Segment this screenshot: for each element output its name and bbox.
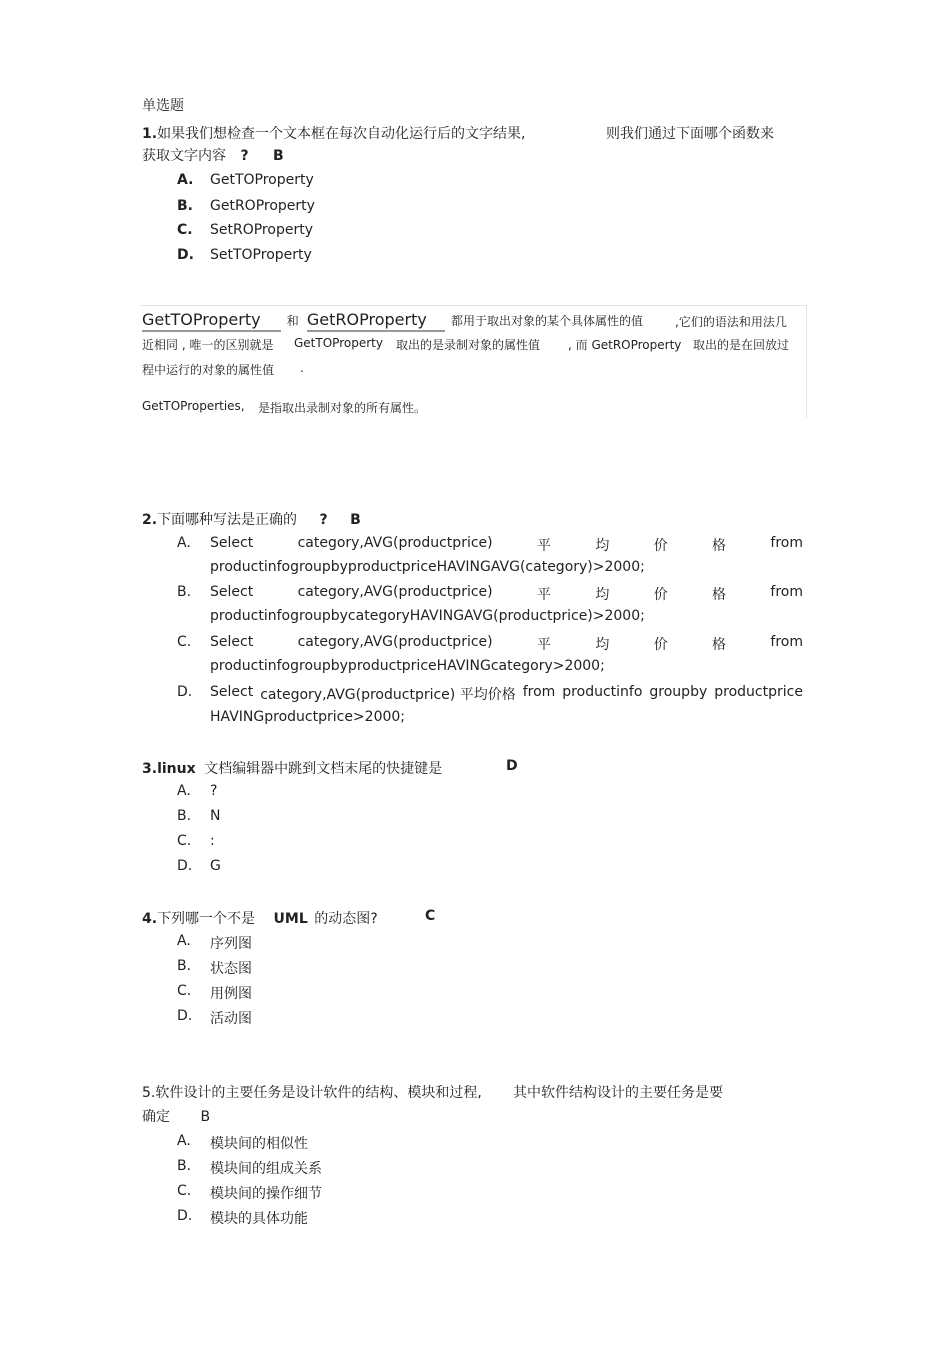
question-3-number: 3. [142,761,158,777]
question-4-text-b: 的动态图? [314,911,378,927]
q5-option-d-letter: D. [177,1208,193,1224]
q2-c-word: Select [210,634,254,650]
q2-c-word: from [770,634,803,650]
question-1-answer: B [273,148,284,164]
q4-option-b-letter: B. [177,958,192,974]
question-1-text-c: 获取文字内容 [142,148,226,164]
explanation-line-2b: GetTOProperty [294,336,383,350]
q2-option-a-row1 [210,535,803,555]
question-5-text-a: 5.软件设计的主要任务是设计软件的结构、模块和过程, [142,1085,482,1101]
q3-option-d-letter: D. [177,858,193,874]
question-1-line2 [142,145,284,165]
q4-option-b-text: 状态图 [210,961,252,977]
question-5-text-c: 确定 [142,1109,170,1125]
explanation-line-4b: 是指取出录制对象的所有属性。 [258,401,427,415]
q2-c-word: 平 [536,637,551,653]
q3-option-c-letter: C. [177,833,192,849]
q3-option-b-letter: B. [177,808,192,824]
q1-option-a-letter: A. [177,172,194,188]
q1-option-c-text: SetROProperty [210,222,313,238]
q2-b-word: 平 [536,587,551,603]
q2-d-word: productprice [714,684,803,700]
q5-option-b-text: 模块间的组成关系 [210,1161,322,1177]
q2-a-word: Select [210,535,254,551]
q3-option-b-text: N [210,808,221,824]
q2-d-word: Select [210,684,254,700]
q2-b-word: category,AVG(productprice) [297,584,493,600]
q2-d-word: groupby [649,684,708,700]
q5-option-c-text: 模块间的操作细节 [210,1186,322,1202]
q2-a-word: 平 [536,538,551,554]
q2-b-word: 价 [653,587,668,603]
question-1-line1 [142,123,526,143]
q4-option-a-letter: A. [177,933,191,949]
q2-d-word: category,AVG(productprice) 平均价格 [260,687,516,703]
explanation-and: 和 [286,314,299,328]
question-1-text-a: 如果我们想检查一个文本框在每次自动化运行后的文字结果, [157,126,526,142]
question-1-number: 1. [142,126,158,142]
q2-a-word: 价 [653,538,668,554]
question-3-line [142,758,442,778]
q2-a-word: category,AVG(productprice) [297,535,493,551]
q2-c-word: 格 [712,637,727,653]
question-2-number: 2. [142,512,158,528]
q2-c-word: 均 [595,637,610,653]
q5-option-b-letter: B. [177,1158,192,1174]
question-4-answer: C [425,908,436,924]
q2-a-word: 均 [595,538,610,554]
q2-d-word: from [522,684,556,700]
q2-option-d-letter: D. [177,684,193,700]
q2-d-word: productinfo [562,684,643,700]
q2-a-word: 格 [712,538,727,554]
question-2-line [142,509,361,529]
q2-option-b-letter: B. [177,584,192,600]
q1-option-c-letter: C. [177,222,193,238]
question-3-answer: D [506,758,518,774]
q4-option-d-text: 活动图 [210,1011,252,1027]
explanation-line1-rest: 都用于取出对象的某个具体属性的值 [450,314,643,328]
q3-option-a-letter: A. [177,783,191,799]
q2-option-b-row2: productinfogroupbycategoryHAVINGAVG(productprice)>2000; [210,608,645,624]
section-title: 单选题 [142,98,184,114]
question-1-text-b: 则我们通过下面哪个函数来 [606,126,774,142]
question-5-answer: B [200,1109,211,1125]
q1-option-b-text: GetROProperty [210,198,315,214]
question-3-text: 文档编辑器中跳到文档末尾的快捷键是 [204,761,443,777]
q5-option-a-letter: A. [177,1133,191,1149]
question-4-text-a: 下列哪一个不是 [157,911,256,927]
q4-option-c-letter: C. [177,983,192,999]
explanation-line-1 [142,310,643,329]
explanation-line-2c: 取出的是录制对象的属性值 [396,338,541,352]
explanation-line-3-dot: . [300,361,304,375]
q2-option-c-row1 [210,634,803,654]
q2-option-d-row2: HAVINGproductprice>2000; [210,709,406,725]
q2-option-c-row2: productinfogroupbyproductpriceHAVINGcategory>2000; [210,658,605,674]
q2-c-word: category,AVG(productprice) [297,634,493,650]
q1-option-b-letter: B. [177,198,193,214]
q5-option-c-letter: C. [177,1183,192,1199]
q5-option-d-text: 模块的具体功能 [210,1211,308,1227]
explanation-line-2d: , 而 GetROProperty [568,338,682,352]
explanation-line-4a: GetTOProperties, [142,399,245,413]
explanation-line-3: 程中运行的对象的属性值 [142,363,275,377]
explanation-line-2e: 取出的是在回放过 [693,338,790,352]
q5-option-a-text: 模块间的相似性 [210,1136,308,1152]
q4-option-c-text: 用例图 [210,986,252,1002]
question-1-qmark: ? [240,148,249,164]
q2-option-c-letter: C. [177,634,192,650]
q2-c-word: 价 [653,637,668,653]
question-4-bold-word: UML [273,911,308,927]
question-5-text-b: 其中软件结构设计的主要任务是要 [513,1085,723,1101]
q2-option-a-row2: productinfogroupbyproductpriceHAVINGAVG(category)>2000; [210,559,645,575]
q2-option-d-row1 [210,684,803,704]
q4-option-d-letter: D. [177,1008,193,1024]
explanation-term-1: GetTOProperty [142,310,281,332]
question-4-line [142,908,378,928]
question-2-qmark: ? [319,512,328,528]
question-3-bold-word: linux [157,761,196,777]
q2-option-a-letter: A. [177,535,191,551]
explanation-line1-tail: ,它们的语法和用法几 [675,315,787,329]
explanation-line-2a: 近相同 , 唯一的区别就是 [142,338,274,352]
q1-option-d-text: SetTOProperty [210,247,312,263]
q1-option-d-letter: D. [177,247,194,263]
q2-b-word: Select [210,584,254,600]
explanation-term-2: GetROProperty [307,310,445,332]
q2-b-word: 均 [595,587,610,603]
q3-option-c-text: : [210,833,215,849]
question-4-number: 4. [142,911,158,927]
q1-option-a-text: GetTOProperty [210,172,314,188]
question-2-text: 下面哪种写法是正确的 [157,512,298,528]
q3-option-d-text: G [210,858,221,874]
q2-a-word: from [770,535,803,551]
q2-b-word: 格 [712,587,727,603]
q2-b-word: from [770,584,803,600]
question-5-line2 [142,1106,210,1126]
q3-option-a-text: ? [210,783,218,799]
q4-option-a-text: 序列图 [210,936,252,952]
question-2-answer: B [350,512,361,528]
q2-option-b-row1 [210,584,803,604]
